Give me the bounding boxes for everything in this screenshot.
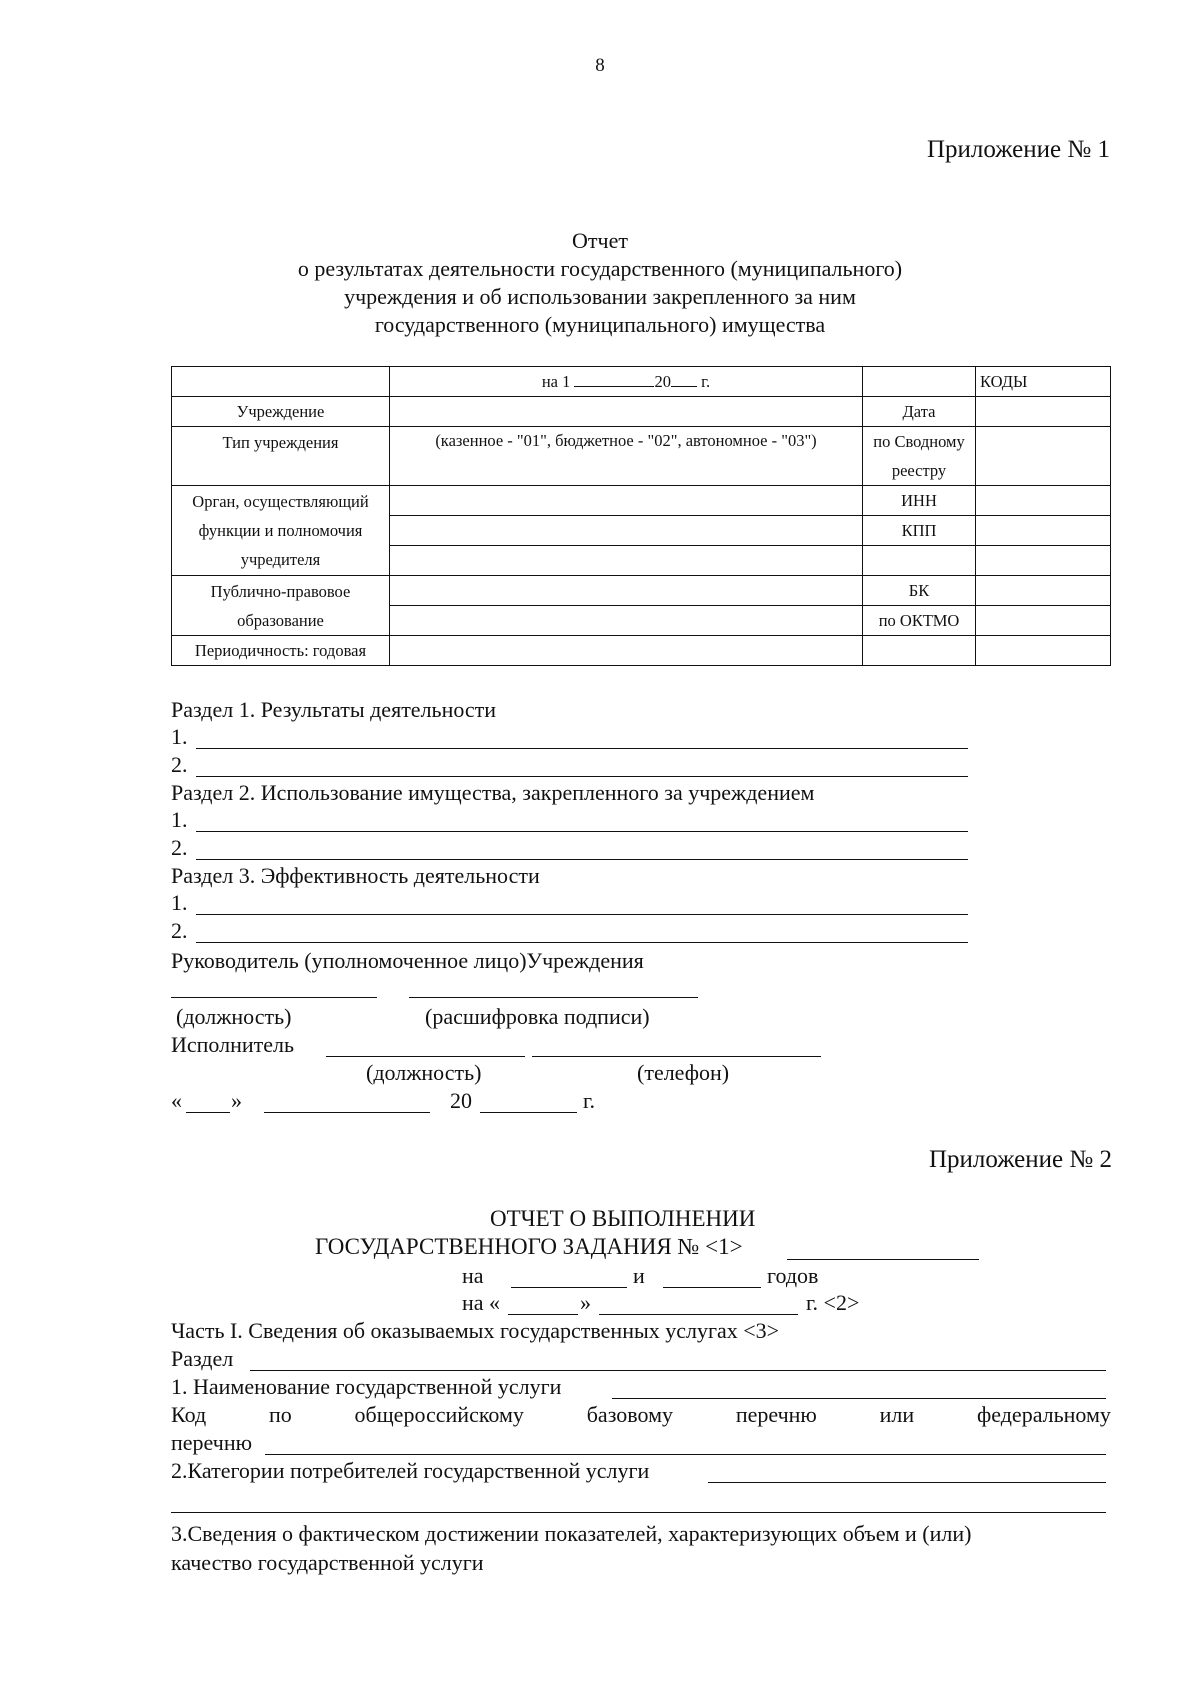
task-title-line2: ГОСУДАРСТВЕННОГО ЗАДАНИЯ № <1> [315, 1234, 743, 1259]
executor-position-line [326, 1056, 525, 1057]
years-line-1 [511, 1287, 627, 1288]
code-registry-value [976, 427, 1111, 486]
service-name-label: 1. Наименование государственной услуги [171, 1374, 562, 1399]
row-type-label: Тип учреждения [172, 427, 390, 486]
row-type-hint: (казенное - "01", бюджетное - "02", автономное - "03") [390, 427, 863, 486]
code-word-6: или [879, 1402, 915, 1427]
head-signature-caption: (расшифровка подписи) [425, 1004, 650, 1029]
appendix-1-label: Приложение № 1 [926, 136, 1110, 163]
code-word-7: федеральному [977, 1402, 1111, 1427]
on-month-line [599, 1314, 798, 1315]
report-title-line2: о результатах деятельности государственного (муниципального) [297, 256, 903, 281]
row-founder-value-1 [390, 486, 863, 516]
code-word-2: по [268, 1402, 292, 1427]
task-title-line1: ОТЧЕТ О ВЫПОЛНЕНИИ [490, 1206, 756, 1231]
section-label: Раздел [171, 1346, 234, 1371]
row-period-value [390, 636, 863, 666]
head-position-line [171, 997, 377, 998]
code-kpp-value [976, 516, 1111, 546]
date-year-line [480, 1112, 577, 1113]
row-period-code-value [976, 636, 1111, 666]
code-line-2: перечню [171, 1430, 253, 1455]
categories-extra-line [171, 1512, 1106, 1513]
report-title-line4: государственного (муниципального) имущества [374, 312, 826, 337]
section-2-item-1: 1. [171, 807, 188, 832]
row-founder-value-3 [390, 546, 863, 576]
head-label: Руководитель (уполномоченное лицо)Учреждения [171, 948, 644, 973]
section-3-title: Раздел 3. Эффективность деятельности [171, 863, 540, 888]
code-registry-label: по Сводному реестру [863, 427, 976, 486]
code-word-4: базовому [586, 1402, 673, 1427]
codes-header: КОДЫ [976, 367, 1111, 397]
years-and: и [633, 1263, 645, 1288]
code-word-1: Код [171, 1402, 207, 1427]
section-1-line-2 [196, 776, 968, 777]
code-date-label: Дата [863, 397, 976, 427]
section-3-item-1: 1. [171, 890, 188, 915]
code-kpp-label: КПП [863, 516, 976, 546]
section-3-item-2: 2. [171, 918, 188, 943]
institution-codes-table [171, 366, 1111, 666]
years-prefix: на [462, 1263, 484, 1288]
on-suffix: г. <2> [806, 1290, 860, 1315]
row-institution-label: Учреждение [172, 397, 390, 427]
code-bk-value [976, 576, 1111, 606]
executor-label: Исполнитель [171, 1032, 295, 1057]
row-founder-value-2 [390, 516, 863, 546]
section-3-line-1 [196, 914, 968, 915]
row-founder-label: Орган, осуществляющий функции и полномочия учредителя [172, 486, 390, 576]
date-close-quote: » [231, 1088, 242, 1113]
part-1-title: Часть I. Сведения об оказываемых государственных услугах <3> [171, 1318, 780, 1343]
task-number-line [787, 1259, 979, 1260]
table-header-empty-2 [863, 367, 976, 397]
page-number: 8 [595, 55, 605, 76]
on-prefix: на « [462, 1290, 501, 1315]
head-signature-line [409, 997, 698, 998]
code-date-value [976, 397, 1111, 427]
report-title-line3: учреждения и об использовании закрепленного за ним [344, 284, 856, 309]
years-suffix: годов [767, 1263, 819, 1288]
service-name-line [612, 1398, 1106, 1399]
appendix-2-label: Приложение № 2 [928, 1146, 1112, 1173]
date-year: 20 [450, 1088, 472, 1113]
executor-position-caption: (должность) [366, 1060, 482, 1085]
head-position-caption: (должность) [176, 1004, 292, 1029]
years-line-2 [663, 1287, 761, 1288]
code-bk-label: БК [863, 576, 976, 606]
section-2-item-2: 2. [171, 835, 188, 860]
row-public-label: Публично-правовое образование [172, 576, 390, 636]
code-inn-label: ИНН [863, 486, 976, 516]
section-1-item-1: 1. [171, 724, 188, 749]
code-oktmo-value [976, 606, 1111, 636]
empty-code-value [976, 546, 1111, 576]
section-1-line-1 [196, 748, 968, 749]
section-3-line-2 [196, 942, 968, 943]
on-close: » [580, 1290, 591, 1315]
code-line [171, 1402, 1111, 1428]
row-institution-value [390, 397, 863, 427]
section-1-title: Раздел 1. Результаты деятельности [171, 697, 497, 722]
empty-code-label [863, 546, 976, 576]
categories-label: 2.Категории потребителей государственной услуги [171, 1458, 650, 1483]
executor-phone-line [532, 1056, 821, 1057]
row-period-code-label [863, 636, 976, 666]
row-public-value-1 [390, 576, 863, 606]
section-2-line-2 [196, 859, 968, 860]
on-day-line [508, 1314, 578, 1315]
date-open-quote: « [171, 1088, 182, 1113]
table-date-cell: на 1 20 г. [390, 367, 863, 397]
row-public-value-2 [390, 606, 863, 636]
info-line-1: 3.Сведения о фактическом достижении показателей, характеризующих объем и (или) [171, 1521, 972, 1546]
section-2-line-1 [196, 831, 968, 832]
date-day-line [186, 1112, 230, 1113]
date-g: г. [583, 1088, 596, 1113]
section-line [250, 1370, 1106, 1371]
code-word-3: общероссийскому [354, 1402, 524, 1427]
section-2-title: Раздел 2. Использование имущества, закрепленного за учреждением [171, 780, 815, 805]
code-word-5: перечню [735, 1402, 817, 1427]
report-title-line1: Отчет [572, 228, 628, 253]
table-header-empty [172, 367, 390, 397]
code-inn-value [976, 486, 1111, 516]
code-oktmo-label: по ОКТМО [863, 606, 976, 636]
row-period-label: Периодичность: годовая [172, 636, 390, 666]
info-line-2: качество государственной услуги [171, 1550, 484, 1575]
section-1-item-2: 2. [171, 752, 188, 777]
code-line-2-underline [265, 1454, 1106, 1455]
date-month-line [264, 1112, 430, 1113]
executor-phone-caption: (телефон) [637, 1060, 730, 1085]
categories-line [708, 1482, 1106, 1483]
